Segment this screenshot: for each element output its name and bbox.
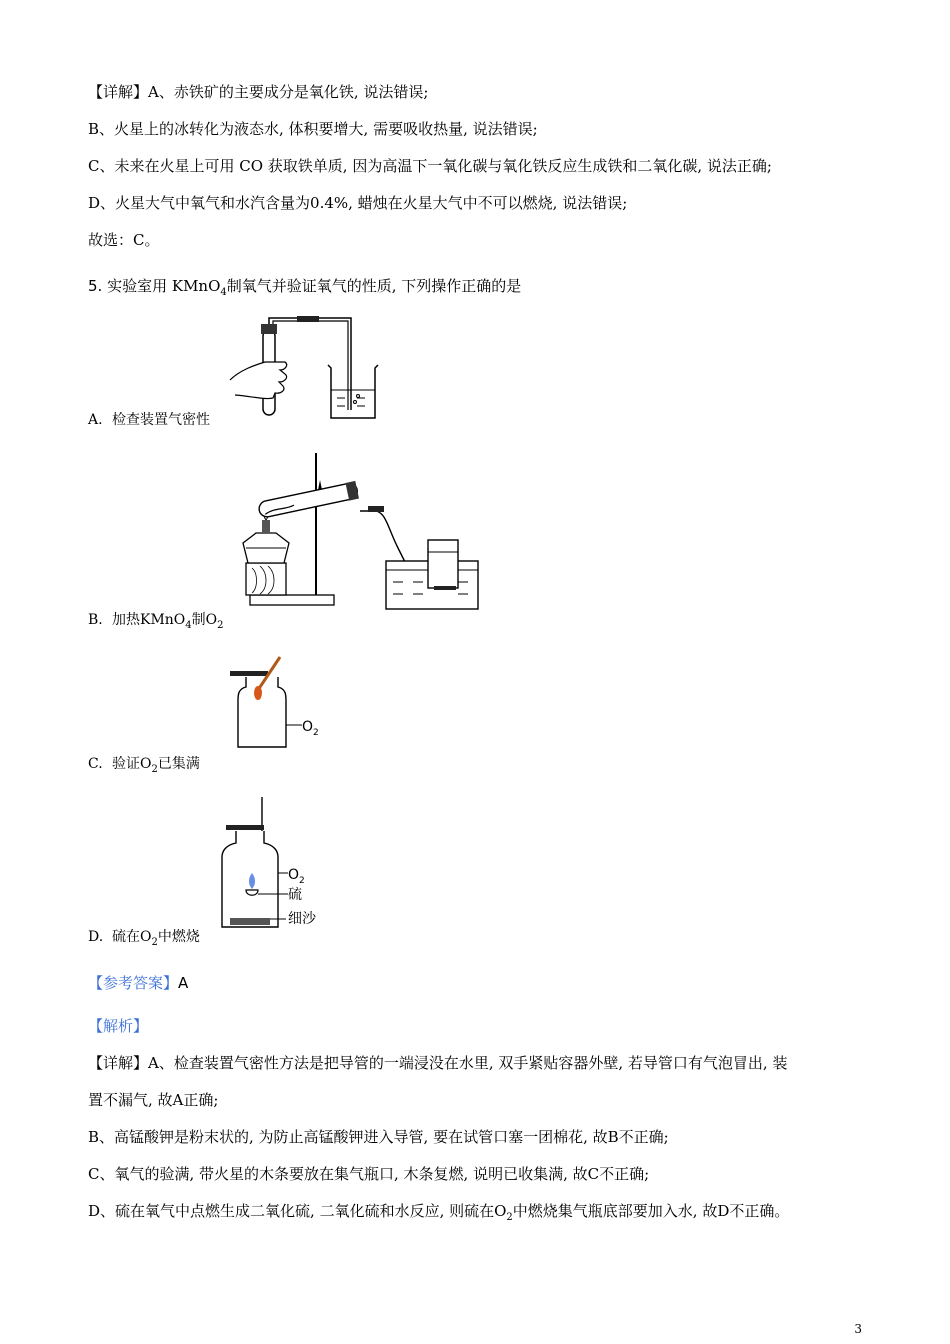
fine-sand (230, 918, 270, 925)
glowing-ember (254, 686, 262, 700)
answer-label: 【参考答案】 (88, 974, 179, 992)
prev-detail-line-4: D、火星大气中氧气和水汽含量为0.4%, 蜡烛在火星大气中不可以燃烧, 说法错误; (88, 194, 628, 212)
analysis-line-5-before: D、硫在氧气中点燃生成二氧化硫, 二氧化硫和水反应, 则硫在O (88, 1202, 507, 1220)
analysis-line-5-after: 中燃烧集气瓶底部要加入水, 故D不正确。 (512, 1202, 790, 1220)
analysis-line-3: B、高锰酸钾是粉末状的, 为防止高锰酸钾进入导管, 要在试管口塞一团棉花, 故B不正确; (88, 1128, 669, 1146)
option-b-sub2: 2 (217, 619, 224, 631)
figure-b-heating (238, 448, 483, 613)
figure-d-sulfur-burning (218, 795, 338, 935)
figure-d-o2-label: O (288, 867, 300, 883)
glass-plate (226, 825, 264, 830)
analysis-line-1: 【详解】A、检查装置气密性方法是把导管的一端浸没在水里, 双手紧贴容器外壁, 若导管口有气泡冒出, 装 (88, 1054, 788, 1072)
combustion-spoon (246, 890, 258, 895)
question-number: 5. (88, 277, 103, 295)
option-b-text-before: 加热KMnO (112, 612, 186, 628)
option-d[interactable] (88, 928, 200, 952)
option-b[interactable] (88, 611, 224, 635)
gas-jar (428, 540, 458, 588)
figure-c-verify-full (228, 645, 328, 755)
page-number: 3 (854, 1322, 862, 1336)
analysis-line-5-sub: 2 (506, 1212, 513, 1223)
answer-line (88, 973, 188, 993)
option-c-text-after: 已集满 (157, 756, 200, 772)
option-b-text-mid: 制O (191, 612, 218, 628)
hand (230, 362, 287, 399)
iron-stand-base (250, 595, 334, 605)
option-b-letter: B. (88, 612, 103, 628)
analysis-line-2: 置不漏气, 故A正确; (88, 1091, 219, 1109)
figure-d-sand-label: 细沙 (288, 911, 316, 927)
question-stem (88, 276, 521, 303)
question-stem-before: 实验室用 KMnO (107, 277, 221, 295)
question-stem-sub: 4 (220, 287, 227, 298)
option-d-text-before: 硫在O (112, 929, 152, 945)
option-a[interactable] (88, 411, 210, 429)
stopper (261, 324, 277, 334)
test-tube-tilted (258, 482, 359, 518)
question-stem-after: 制氧气并验证氧气的性质, 下列操作正确的是 (226, 277, 522, 295)
option-a-letter: A. (88, 412, 103, 428)
glass-plate (230, 671, 268, 676)
option-c[interactable] (88, 755, 200, 779)
analysis-line-4: C、氧气的验满, 带火星的木条要放在集气瓶口, 木条复燃, 说明已收集满, 故C不正确; (88, 1165, 650, 1183)
figure-c-o2-sub: 2 (313, 728, 319, 738)
prev-detail-line-5: 故选：C。 (88, 231, 160, 249)
gas-collection-bottle (238, 677, 286, 747)
option-c-letter: C. (88, 756, 103, 772)
option-c-sub: 2 (151, 763, 158, 775)
option-d-letter: D. (88, 929, 104, 945)
figure-c-o2-label: O (302, 719, 314, 735)
figure-d-sulfur-label: 硫 (288, 887, 302, 903)
option-a-text: 检查装置气密性 (112, 412, 210, 428)
prev-detail-line-1: 【详解】A、赤铁矿的主要成分是氧化铁, 说法错误; (88, 83, 429, 101)
option-d-text-after: 中燃烧 (157, 929, 200, 945)
beaker (328, 365, 378, 418)
figure-d-o2-sub: 2 (299, 876, 305, 886)
figure-a-airtightness (225, 310, 385, 425)
prev-detail-line-3: C、未来在火星上可用 CO 获取铁单质, 因为高温下一氧化碳与氧化铁反应生成铁和二氧化碳, 说法正确; (88, 157, 772, 175)
analysis-line-5 (88, 1201, 789, 1228)
option-b-sub1: 4 (185, 619, 192, 631)
option-d-sub: 2 (151, 936, 158, 948)
answer-value: A (178, 974, 189, 992)
option-c-text-before: 验证O (112, 756, 152, 772)
prev-detail-line-2: B、火星上的冰转化为液态水, 体积要增大, 需要吸收热量, 说法错误; (88, 120, 538, 138)
analysis-label: 【解析】 (88, 1017, 149, 1035)
